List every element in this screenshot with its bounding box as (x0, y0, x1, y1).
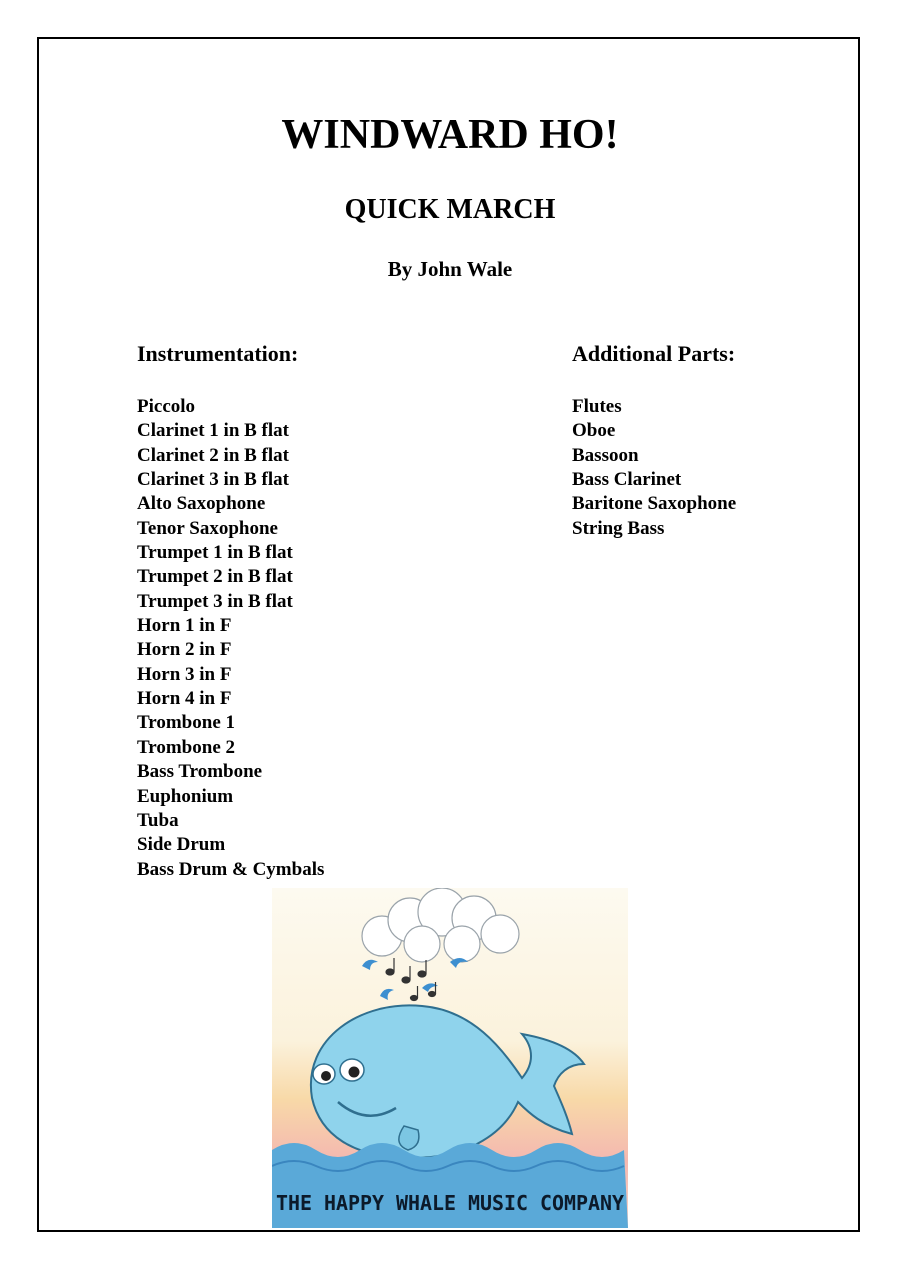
additional-parts-heading: Additional Parts: (572, 341, 736, 366)
sea-waves (272, 1143, 628, 1228)
score-subtitle: QUICK MARCH (344, 194, 556, 225)
additional-part-item: Bass Clarinet (572, 469, 682, 491)
instrument-item: Trombone 2 (137, 736, 235, 758)
instrument-item: Trumpet 3 in B flat (137, 590, 293, 612)
instrument-item: Trumpet 2 in B flat (137, 566, 293, 588)
instrument-item: Clarinet 1 in B flat (137, 420, 289, 442)
publisher-logo (272, 888, 628, 1228)
instrument-item: Alto Saxophone (137, 493, 266, 515)
additional-part-item: String Bass (572, 517, 665, 539)
instrumentation-list (137, 395, 324, 882)
company-name: THE HAPPY WHALE MUSIC COMPANY (276, 1191, 625, 1215)
instrument-item: Bass Drum & Cymbals (137, 858, 325, 880)
instrument-item: Tenor Saxophone (137, 517, 278, 539)
score-title: WINDWARD HO! (281, 112, 619, 158)
instrument-item: Horn 2 in F (137, 639, 232, 661)
instrumentation-heading: Instrumentation: (137, 341, 299, 366)
instrument-item: Clarinet 3 in B flat (137, 469, 289, 491)
instrument-item: Trombone 1 (137, 712, 235, 734)
instrument-item: Bass Trombone (137, 761, 263, 783)
additional-part-item: Oboe (572, 420, 616, 442)
whale-logo-icon (272, 888, 628, 1228)
additional-part-item: Baritone Saxophone (572, 493, 737, 515)
instrument-item: Horn 4 in F (137, 688, 232, 710)
instrument-item: Horn 3 in F (137, 663, 232, 685)
composer-credit: By John Wale (387, 257, 513, 281)
instrument-item: Clarinet 2 in B flat (137, 444, 289, 466)
additional-parts-list (572, 395, 736, 541)
instrument-item: Horn 1 in F (137, 615, 232, 637)
additional-part-item: Bassoon (572, 444, 639, 466)
instrument-item: Tuba (137, 809, 179, 831)
instrument-item: Piccolo (137, 396, 196, 417)
instrument-item: Side Drum (137, 834, 226, 856)
instrument-item: Trumpet 1 in B flat (137, 542, 293, 564)
instrument-item: Euphonium (137, 785, 234, 807)
additional-part-item: Flutes (572, 396, 622, 417)
